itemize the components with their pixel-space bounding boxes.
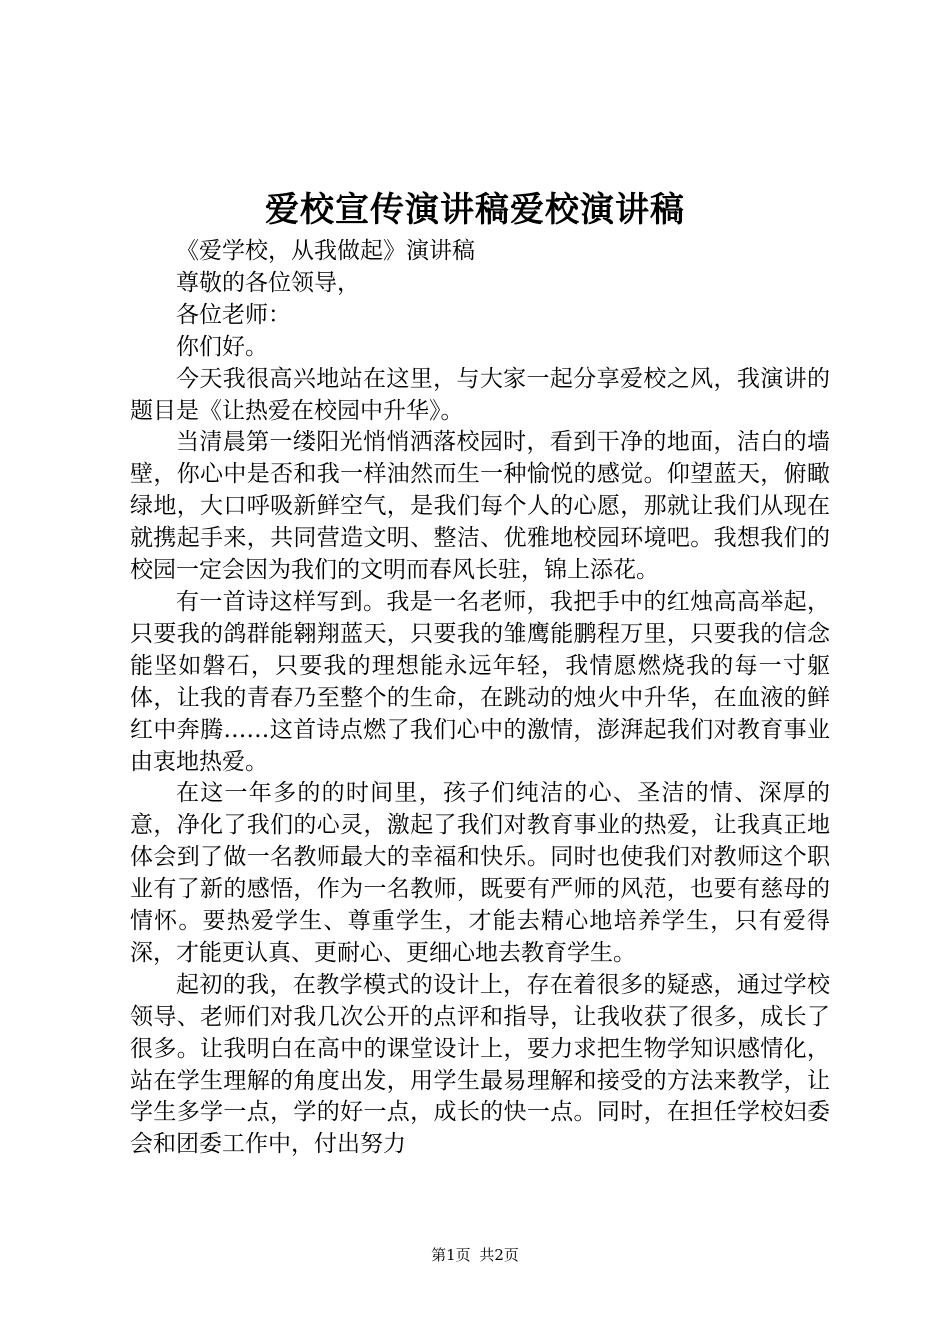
greeting: 你们好。: [176, 333, 268, 360]
paragraph-campus: 当清晨第一缕阳光悄悄洒落校园时，看到干净的地面，洁白的墙壁，你心中是否和我一样油然而生一种愉悦的感觉。仰望蓝天，俯瞰绿地，大口呼吸新鲜空气，是我们每个人的心愿，那就让我们从现在就携起手来，共同营造文明、整洁、优雅地校园环境吧。我想我们的校园一定会因为我们的文明而春风长驻，锦上添花。: [130, 429, 830, 584]
paragraph-poem: 有一首诗这样写到。我是一名老师，我把手中的红烛高高举起，只要我的鸽群能翱翔蓝天，只要我的雏鹰能鹏程万里，只要我的信念能坚如磐石，只要我的理想能永远年轻，我情愿燃烧我的每一寸躯体，让我的青春乃至整个的生命，在跳动的烛火中升华，在血液的鲜红中奔腾……这首诗点燃了我们心中的激情，澎湃起我们对教育事业由衷地热爱。: [130, 588, 830, 775]
paragraph-growth: 起初的我，在教学模式的设计上，存在着很多的疑惑，通过学校领导、老师们对我几次公开的点评和指导，让我收获了很多，成长了很多。让我明白在高中的课堂设计上，要力求把生物学知识感情化，站在学生理解的角度出发，用学生最易理解和接受的方法来教学，让学生多学一点，学的好一点，成长的快一点。同时，在担任学校妇委会和团委工作中，付出努力: [130, 971, 830, 1158]
document-body: [130, 236, 830, 1161]
paragraph-intro: 今天我很高兴地站在这里，与大家一起分享爱校之风，我演讲的题目是《让热爱在校园中升华》。: [130, 365, 830, 424]
salutation-leaders: 尊敬的各位领导，: [176, 269, 360, 296]
paragraph-year: 在这一年多的的时间里，孩子们纯洁的心、圣洁的情、深厚的意，净化了我们的心灵，激起了我们对教育事业的热爱，让我真正地体会到了做一名教师最大的幸福和快乐。同时也使我们对教师这个职业有了新的感悟，作为一名教师，既要有严师的风范，也要有慈母的情怀。要热爱学生、尊重学生，才能去精心地培养学生，只有爱得深，才能更认真、更耐心、更细心地去教育学生。: [130, 780, 830, 966]
salutation-teachers: 各位老师：: [176, 301, 291, 328]
page-number: 第1页: [431, 1246, 471, 1264]
document-title: 爱校宣传演讲稿爱校演讲稿: [265, 190, 685, 230]
page-total: 共2页: [479, 1246, 519, 1264]
page-footer: [0, 1244, 950, 1266]
speech-heading: 《爱学校，从我做起》演讲稿: [176, 238, 475, 264]
